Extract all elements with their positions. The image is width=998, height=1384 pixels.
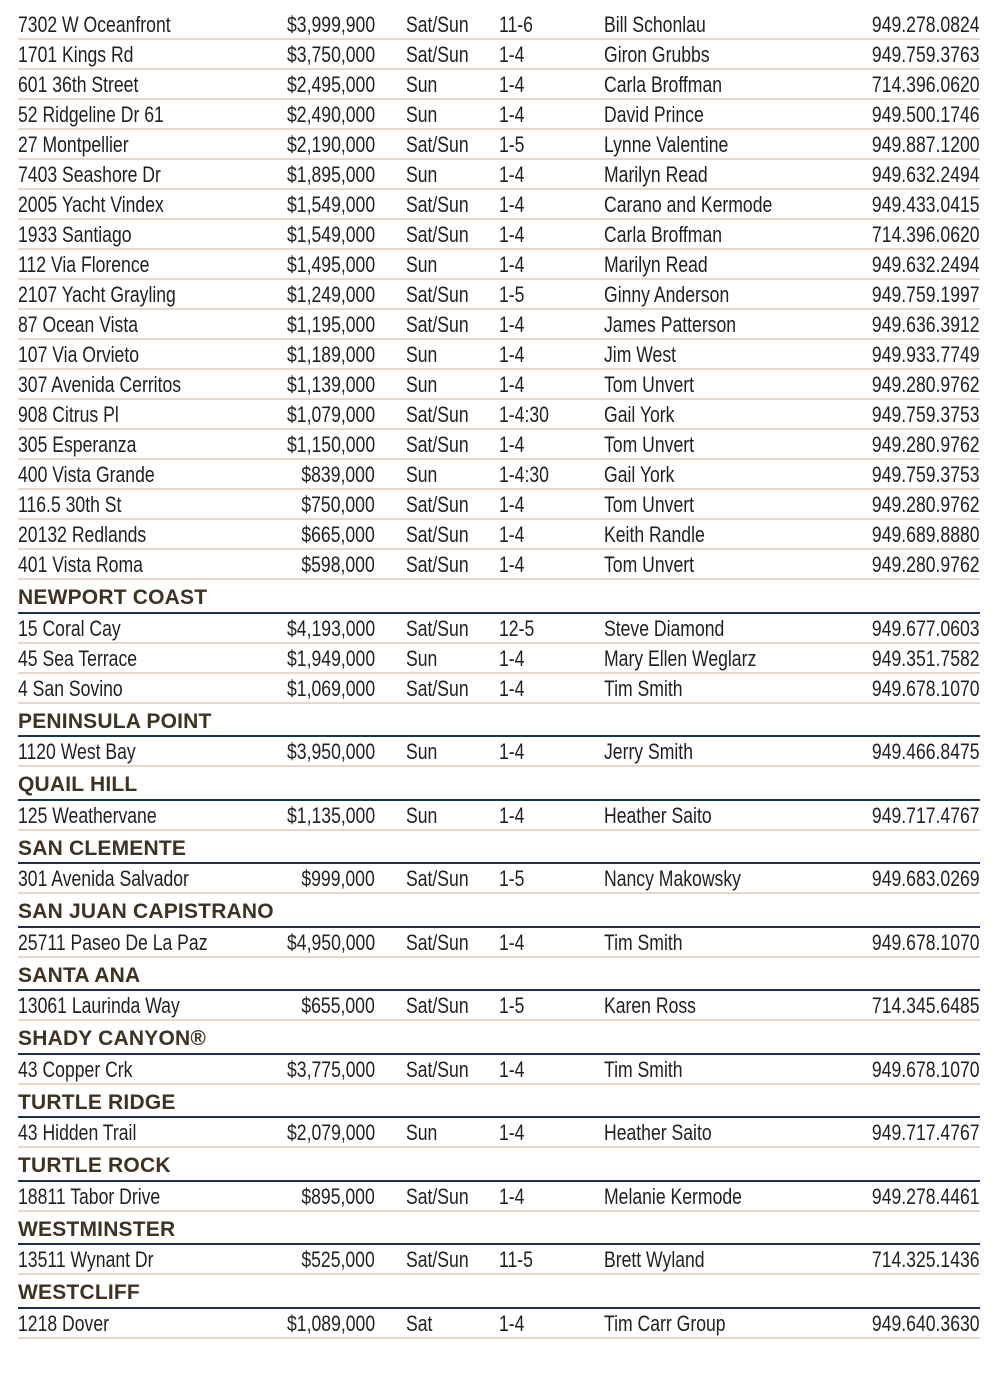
listing-price: $1,549,000 — [286, 222, 375, 247]
listing-price: $1,135,000 — [286, 802, 375, 828]
listing-price: $1,195,000 — [286, 312, 375, 337]
listing-hours: 11-6 — [499, 12, 533, 37]
listing-price: $3,775,000 — [286, 1056, 375, 1082]
listing-price: $2,495,000 — [286, 72, 375, 97]
listing-hours: 1-4 — [499, 739, 525, 764]
listing-agent: Marilyn Read — [604, 252, 708, 277]
listing-address: 2005 Yacht Vindex — [18, 192, 164, 217]
listing-phone: 714.396.0620 — [872, 72, 980, 97]
listing-price: $839,000 — [301, 462, 375, 487]
listing-row — [18, 550, 980, 580]
listing-price: $999,000 — [301, 866, 375, 891]
section-title: SHADY CANYON® — [18, 1027, 207, 1050]
listing-days: Sat/Sun — [406, 192, 469, 217]
listing-price: $3,950,000 — [286, 739, 375, 764]
section-title: TURTLE ROCK — [18, 1154, 171, 1177]
listing-hours: 1-4 — [499, 1056, 525, 1082]
listing-phone: 949.280.9762 — [872, 492, 980, 517]
listing-phone: 949.278.4461 — [872, 1183, 980, 1209]
listing-phone: 949.280.9762 — [872, 372, 980, 397]
listing-row — [18, 991, 980, 1021]
listing-row — [18, 190, 980, 220]
listing-phone: 949.887.1200 — [872, 132, 980, 157]
listing-row — [18, 100, 980, 130]
listing-address: 1120 West Bay — [18, 739, 136, 764]
listing-price: $525,000 — [301, 1247, 375, 1272]
listing-address: 908 Citrus Pl — [18, 402, 119, 427]
listing-phone: 949.640.3630 — [872, 1310, 980, 1336]
listing-days: Sun — [406, 72, 438, 97]
listing-agent: Tim Carr Group — [604, 1310, 726, 1336]
listing-price: $750,000 — [301, 492, 375, 517]
listing-days: Sat/Sun — [406, 132, 469, 157]
listing-row — [18, 1245, 980, 1275]
section-title: WESTMINSTER — [18, 1217, 176, 1241]
listing-phone: 949.632.2494 — [872, 162, 980, 187]
listing-phone: 949.759.3753 — [872, 402, 980, 427]
listing-phone: 949.717.4767 — [872, 802, 980, 828]
listing-agent: Tim Smith — [604, 929, 683, 955]
listing-hours: 1-4 — [499, 162, 525, 187]
section-title: QUAIL HILL — [18, 773, 138, 796]
listing-address: 13061 Laurinda Way — [18, 993, 180, 1018]
listing-hours: 1-4 — [499, 222, 525, 247]
listing-price: $3,750,000 — [286, 42, 375, 67]
listing-agent: Tim Smith — [604, 1056, 683, 1082]
section-title: TURTLE RIDGE — [18, 1090, 176, 1114]
listing-price: $1,069,000 — [286, 675, 375, 701]
listing-days: Sun — [406, 102, 438, 127]
listing-days: Sun — [406, 802, 438, 828]
listing-phone: 949.678.1070 — [872, 1056, 980, 1082]
section-title: PENINSULA POINT — [18, 709, 212, 733]
listing-address: 307 Avenida Cerritos — [18, 372, 182, 397]
listing-agent: David Prince — [604, 102, 704, 127]
listing-phone: 949.280.9762 — [872, 432, 980, 457]
listing-row — [18, 160, 980, 190]
listing-address: 43 Copper Crk — [18, 1056, 133, 1082]
listing-price: $4,193,000 — [286, 615, 375, 641]
listing-address: 18811 Tabor Drive — [18, 1183, 161, 1209]
listing-hours: 1-4 — [499, 102, 525, 127]
listing-days: Sun — [406, 739, 438, 764]
listing-row — [18, 130, 980, 160]
listing-agent: Carla Broffman — [604, 222, 723, 247]
listing-address: 401 Vista Roma — [18, 552, 143, 577]
listing-hours: 1-4 — [499, 492, 525, 517]
listing-agent: Tom Unvert — [604, 552, 694, 577]
listing-row — [18, 70, 980, 100]
listing-price: $655,000 — [301, 993, 375, 1018]
listing-address: 601 36th Street — [18, 72, 139, 97]
listing-row — [18, 1309, 980, 1339]
listing-phone: 949.759.3763 — [872, 42, 980, 67]
listing-address: 1701 Kings Rd — [18, 42, 134, 67]
listing-agent: Jerry Smith — [604, 739, 693, 764]
listing-days: Sun — [406, 372, 438, 397]
listing-days: Sat/Sun — [406, 402, 469, 427]
listing-row — [18, 340, 980, 370]
listing-agent: Karen Ross — [604, 993, 696, 1018]
listing-days: Sun — [406, 462, 438, 487]
listing-address: 13511 Wynant Dr — [18, 1247, 154, 1272]
listing-row — [18, 1118, 980, 1148]
listing-row — [18, 644, 980, 674]
listing-days: Sat — [406, 1310, 433, 1336]
section-header — [18, 1085, 980, 1119]
listing-agent: Tom Unvert — [604, 432, 694, 457]
listing-address: 87 Ocean Vista — [18, 312, 139, 337]
listing-hours: 12-5 — [499, 615, 535, 641]
listing-hours: 1-4 — [499, 432, 525, 457]
listing-address: 116.5 30th St — [18, 492, 122, 517]
listing-phone: 949.678.1070 — [872, 929, 980, 955]
listing-phone: 949.280.9762 — [872, 552, 980, 577]
listing-hours: 1-4 — [499, 1183, 525, 1209]
listing-days: Sat/Sun — [406, 1183, 469, 1209]
listing-agent: Bill Schonlau — [604, 12, 706, 37]
listing-price: $3,999,900 — [286, 12, 375, 37]
listing-phone: 949.632.2494 — [872, 252, 980, 277]
listing-agent: Keith Randle — [604, 522, 705, 547]
section-header — [18, 1212, 980, 1246]
listing-row — [18, 1182, 980, 1212]
listing-row — [18, 10, 980, 40]
listing-phone: 949.717.4767 — [872, 1120, 980, 1145]
listing-row — [18, 737, 980, 767]
listing-address: 107 Via Orvieto — [18, 342, 139, 367]
listing-phone: 949.933.7749 — [872, 342, 980, 367]
listing-days: Sat/Sun — [406, 312, 469, 337]
listing-agent: Lynne Valentine — [604, 132, 729, 157]
section-header — [18, 704, 980, 738]
listing-address: 27 Montpellier — [18, 132, 129, 157]
listing-hours: 1-4 — [499, 312, 525, 337]
listing-row — [18, 250, 980, 280]
listing-agent: Tom Unvert — [604, 492, 694, 517]
listing-hours: 1-4:30 — [499, 462, 549, 487]
listing-phone: 949.500.1746 — [872, 102, 980, 127]
listing-price: $1,089,000 — [286, 1310, 375, 1336]
listing-address: 2107 Yacht Grayling — [18, 282, 176, 307]
listing-days: Sat/Sun — [406, 866, 469, 891]
listing-hours: 1-4 — [499, 42, 525, 67]
listing-row — [18, 801, 980, 831]
listing-agent: Heather Saito — [604, 802, 712, 828]
listing-days: Sun — [406, 162, 438, 187]
listing-row — [18, 614, 980, 644]
listing-address: 1933 Santiago — [18, 222, 132, 247]
listing-hours: 1-4 — [499, 645, 525, 671]
listing-address: 112 Via Florence — [18, 252, 150, 277]
listing-hours: 1-4 — [499, 1120, 525, 1145]
listing-hours: 1-4 — [499, 929, 525, 955]
listing-days: Sun — [406, 342, 438, 367]
listing-days: Sat/Sun — [406, 432, 469, 457]
listing-address: 7302 W Oceanfront — [18, 12, 171, 37]
listing-price: $1,249,000 — [286, 282, 375, 307]
listing-phone: 949.433.0415 — [872, 192, 980, 217]
section-header — [18, 580, 980, 614]
section-title: NEWPORT COAST — [18, 586, 208, 609]
listing-days: Sat/Sun — [406, 492, 469, 517]
listing-hours: 1-4 — [499, 1310, 525, 1336]
listing-phone: 949.466.8475 — [872, 739, 980, 764]
listing-address: 43 Hidden Trail — [18, 1120, 137, 1145]
listing-price: $665,000 — [301, 522, 375, 547]
listing-price: $2,079,000 — [286, 1120, 375, 1145]
listing-price: $1,495,000 — [286, 252, 375, 277]
listing-days: Sat/Sun — [406, 522, 469, 547]
listing-agent: Ginny Anderson — [604, 282, 730, 307]
listing-address: 4 San Sovino — [18, 675, 123, 701]
listing-hours: 1-5 — [499, 282, 525, 307]
open-house-listing — [18, 10, 980, 1339]
listing-hours: 1-5 — [499, 993, 525, 1018]
listing-price: $4,950,000 — [286, 929, 375, 955]
listing-price: $1,079,000 — [286, 402, 375, 427]
listing-row — [18, 928, 980, 958]
listing-hours: 1-4 — [499, 192, 525, 217]
listing-address: 301 Avenida Salvador — [18, 866, 189, 891]
listing-address: 305 Esperanza — [18, 432, 137, 457]
listing-days: Sun — [406, 645, 438, 671]
listing-address: 15 Coral Cay — [18, 615, 121, 641]
listing-price: $1,139,000 — [286, 372, 375, 397]
listing-price: $1,549,000 — [286, 192, 375, 217]
listing-row — [18, 40, 980, 70]
listing-days: Sat/Sun — [406, 929, 469, 955]
listing-phone: 949.278.0824 — [872, 12, 980, 37]
listing-address: 1218 Dover — [18, 1310, 109, 1336]
section-header — [18, 1021, 980, 1055]
listing-row — [18, 864, 980, 894]
listing-agent: Melanie Kermode — [604, 1183, 742, 1209]
listing-hours: 1-4 — [499, 522, 525, 547]
listing-agent: James Patterson — [604, 312, 737, 337]
listing-agent: Giron Grubbs — [604, 42, 710, 67]
listing-agent: Heather Saito — [604, 1120, 712, 1145]
listing-row — [18, 490, 980, 520]
listing-price: $1,150,000 — [286, 432, 375, 457]
listing-agent: Brett Wyland — [604, 1247, 705, 1272]
listing-agent: Steve Diamond — [604, 615, 725, 641]
listing-hours: 1-4:30 — [499, 402, 549, 427]
listing-days: Sun — [406, 252, 438, 277]
listing-hours: 1-4 — [499, 802, 525, 828]
listing-days: Sun — [406, 1120, 438, 1145]
listing-address: 20132 Redlands — [18, 522, 147, 547]
section-header — [18, 831, 980, 865]
listing-phone: 949.677.0603 — [872, 615, 980, 641]
listing-agent: Jim West — [604, 342, 677, 367]
section-header — [18, 894, 980, 928]
listing-days: Sat/Sun — [406, 42, 469, 67]
listing-phone: 949.351.7582 — [872, 645, 980, 671]
listing-days: Sat/Sun — [406, 1247, 469, 1272]
section-title: SAN JUAN CAPISTRANO — [18, 900, 274, 923]
listing-phone: 714.345.6485 — [872, 993, 980, 1018]
listing-price: $1,895,000 — [286, 162, 375, 187]
listing-row — [18, 520, 980, 550]
listing-row — [18, 460, 980, 490]
section-title: SAN CLEMENTE — [18, 836, 187, 860]
listing-agent: Marilyn Read — [604, 162, 708, 187]
listing-days: Sat/Sun — [406, 12, 469, 37]
section-header — [18, 1275, 980, 1309]
listing-days: Sat/Sun — [406, 675, 469, 701]
listing-address: 25711 Paseo De La Paz — [18, 929, 208, 955]
listing-days: Sat/Sun — [406, 222, 469, 247]
listing-agent: Carla Broffman — [604, 72, 723, 97]
listing-row — [18, 674, 980, 704]
listing-row — [18, 400, 980, 430]
listing-agent: Carano and Kermode — [604, 192, 773, 217]
listing-hours: 1-4 — [499, 675, 525, 701]
listing-price: $2,490,000 — [286, 102, 375, 127]
listing-price: $895,000 — [301, 1183, 375, 1209]
listing-row — [18, 370, 980, 400]
listing-price: $1,189,000 — [286, 342, 375, 367]
listing-days: Sat/Sun — [406, 615, 469, 641]
listing-price: $2,190,000 — [286, 132, 375, 157]
listing-days: Sat/Sun — [406, 1056, 469, 1082]
section-title: SANTA ANA — [18, 963, 141, 987]
listing-agent: Nancy Makowsky — [604, 866, 741, 891]
listing-hours: 1-5 — [499, 132, 525, 157]
listing-days: Sat/Sun — [406, 552, 469, 577]
listing-agent: Tim Smith — [604, 675, 683, 701]
listing-phone: 949.759.3753 — [872, 462, 980, 487]
listing-address: 125 Weathervane — [18, 802, 157, 828]
listing-hours: 11-5 — [499, 1247, 533, 1272]
listing-phone: 714.325.1436 — [872, 1247, 980, 1272]
listing-agent: Mary Ellen Weglarz — [604, 645, 757, 671]
section-header — [18, 1148, 980, 1182]
listing-address: 7403 Seashore Dr — [18, 162, 161, 187]
listing-address: 52 Ridgeline Dr 61 — [18, 102, 164, 127]
listing-days: Sat/Sun — [406, 993, 469, 1018]
listing-price: $1,949,000 — [286, 645, 375, 671]
listing-agent: Gail York — [604, 462, 675, 487]
listing-hours: 1-4 — [499, 372, 525, 397]
listing-phone: 949.683.0269 — [872, 866, 980, 891]
listing-row — [18, 280, 980, 310]
section-header — [18, 958, 980, 992]
listing-price: $598,000 — [301, 552, 375, 577]
listing-row — [18, 1055, 980, 1085]
listing-phone: 949.759.1997 — [872, 282, 980, 307]
listing-hours: 1-4 — [499, 72, 525, 97]
listing-row — [18, 220, 980, 250]
listing-row — [18, 310, 980, 340]
listing-address: 45 Sea Terrace — [18, 645, 138, 671]
listing-agent: Gail York — [604, 402, 675, 427]
listing-row — [18, 430, 980, 460]
listing-address: 400 Vista Grande — [18, 462, 155, 487]
listing-days: Sat/Sun — [406, 282, 469, 307]
listing-phone: 714.396.0620 — [872, 222, 980, 247]
listing-agent: Tom Unvert — [604, 372, 694, 397]
listing-phone: 949.678.1070 — [872, 675, 980, 701]
section-title: WESTCLIFF — [18, 1281, 140, 1304]
listing-hours: 1-5 — [499, 866, 525, 891]
listing-hours: 1-4 — [499, 342, 525, 367]
listing-hours: 1-4 — [499, 252, 525, 277]
section-header — [18, 767, 980, 801]
listing-hours: 1-4 — [499, 552, 525, 577]
listing-phone: 949.689.8880 — [872, 522, 980, 547]
listing-phone: 949.636.3912 — [872, 312, 980, 337]
